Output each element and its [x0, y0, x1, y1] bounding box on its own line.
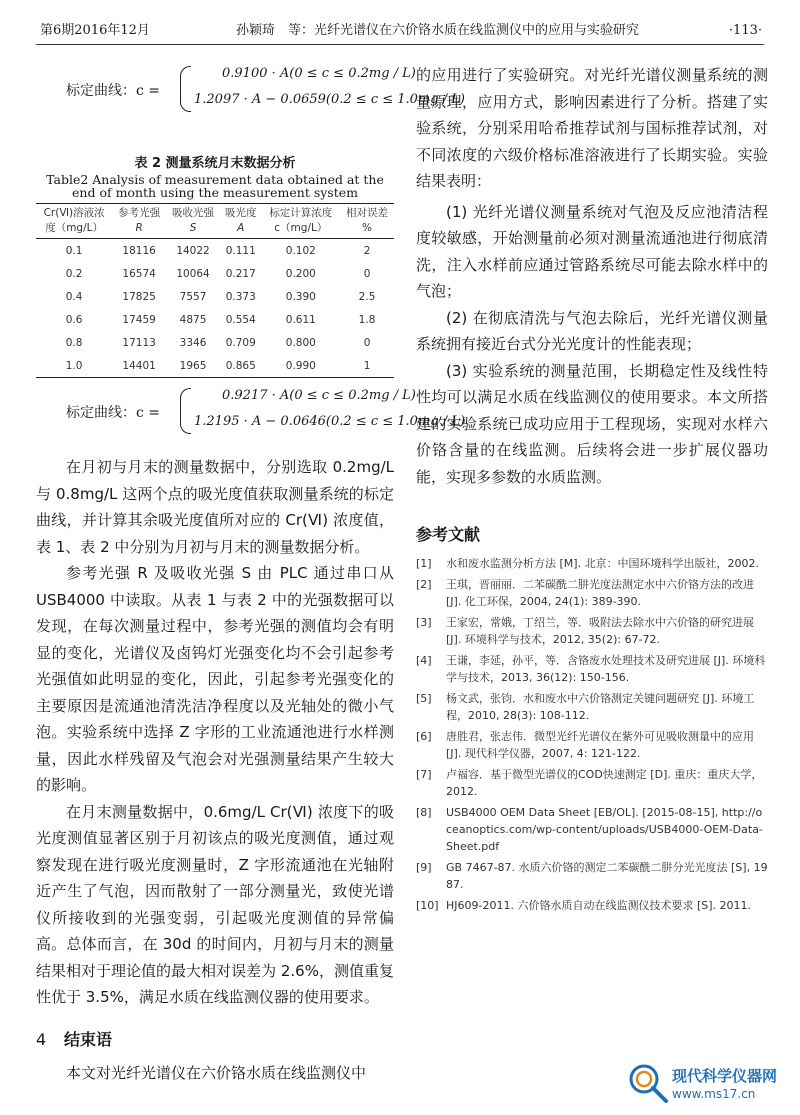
table-cell: 0.390 — [285, 290, 316, 303]
reference-item — [416, 652, 768, 686]
reference-number: [6] — [416, 730, 432, 743]
table-cell: 16574 — [122, 267, 156, 280]
table-cell: 7557 — [179, 290, 207, 303]
reference-text: 王谦，李延，孙平，等．含铬废水处理技术及研究进展 [J]. 环境科学与技术，2013, 36(12): 150-156. — [446, 654, 766, 684]
table-cell: 4875 — [179, 313, 207, 326]
reference-text: 唐胜君，张志伟．微型光纤光谱仪在紫外可见吸收测量中的应用 [J]. 现代科学仪器，2007, 4: 121-122. — [446, 730, 754, 760]
table-cell: 0.8 — [65, 336, 83, 349]
column-header: 相对误差 % — [340, 204, 394, 239]
site-watermark — [626, 1061, 786, 1109]
formula-brace — [180, 388, 191, 434]
calibration-formula-1 — [36, 62, 465, 118]
watermark-title: 现代科学仪器网 — [672, 1067, 778, 1085]
reference-text: 杨文武，张钧．水和废水中六价铬测定关键问题研究 [J]. 环境工程，2010, 28(3): 108-112. — [446, 692, 755, 722]
table-caption-en: Table2 Analysis of measurement data obtained at the end of month using the measurement system — [46, 172, 384, 200]
table-cell: 0.4 — [65, 290, 83, 303]
table-cell: 0.611 — [285, 313, 316, 326]
column-header: 吸收光强 S — [166, 204, 220, 239]
table-cell: 17113 — [122, 336, 156, 349]
paragraph: 在月末测量数据中，0.6mg/L Cr(Ⅵ) 浓度下的吸光度测值显著区别于月初该点的吸光度测值，通过观察发现在进行吸光度测量时，Z 字形流通池在光轴附近产生了气泡，因而散射了一部分测量光，致使光谱仪所接收到的光强变弱，引起吸光度测值的异常偏高。总体而言，在 30d 的时间内，月初与月末的测量结果相对于理论值的最大相对误差为 2.6%，测值重复性优于 3.5%，满足水质在线监测仪器的使用要求。 — [36, 802, 394, 1006]
running-title: 孙颖琦 等：光纤光谱仪在六价铬水质在线监测仪中的应用与实验研究 — [236, 23, 640, 38]
paragraph: 本文对光纤光谱仪在六价铬水质在线监测仪中 — [66, 1063, 367, 1082]
paragraph: 的应用进行了实验研究。对光纤光谱仪测量系统的测量原理，应用方式，影响因素进行了分析。搭建了实验系统，分别采用哈希推荐试剂与国标推荐试剂，对不同浓度的六级价格标准溶液进行了长期实验。实验结果表明： — [416, 66, 768, 190]
table-cell: 14022 — [176, 244, 210, 257]
reference-item — [416, 576, 768, 610]
reference-item — [416, 766, 768, 800]
table-cell: 1.8 — [358, 313, 376, 326]
watermark-url: www.ms17.cn — [672, 1087, 756, 1101]
reference-item — [416, 690, 768, 724]
table-caption-cn: 表 2 测量系统月末数据分析 — [134, 156, 296, 171]
table-cell: 0.373 — [225, 290, 256, 303]
table-cell: 17459 — [122, 313, 156, 326]
reference-text: 王琪，晋丽丽．二苯碳酰二肼光度法测定水中六价铬方法的改进 [J]. 化工环保，2004, 24(1): 389-390. — [446, 578, 754, 608]
section-title: 结束语 — [64, 1029, 113, 1049]
table-body — [36, 239, 394, 378]
reference-number: [8] — [416, 806, 432, 819]
table-cell: 0.200 — [285, 267, 316, 280]
magnifier-logo-icon — [626, 1061, 670, 1105]
formula-label: 标定曲线：c = — [66, 405, 161, 421]
table-cell: 0.1 — [65, 244, 83, 257]
table-cell: 0.102 — [285, 244, 316, 257]
reference-item — [416, 897, 768, 914]
table-cell: 0.709 — [225, 336, 256, 349]
table-cell: 0.800 — [285, 336, 316, 349]
table-cell: 2 — [363, 244, 371, 257]
reference-item — [416, 859, 768, 893]
table-row — [36, 262, 394, 285]
running-header — [36, 18, 764, 45]
table-cell: 1 — [340, 354, 394, 378]
table-cell: 17825 — [122, 290, 156, 303]
issue-date: 第6期2016年12月 — [40, 23, 150, 38]
reference-number: [5] — [416, 692, 432, 705]
table-cell: 1965 — [166, 354, 220, 378]
section-number: 4 — [36, 1029, 47, 1049]
table-row — [36, 285, 394, 308]
calibration-formula-2 — [36, 384, 465, 440]
paragraph: 参考光强 R 及吸收光强 S 由 PLC 通过串口从 USB4000 中读取。从表 1 与表 2 中的光强数据可以发现，在每次测量过程中，参考光强的测值均会有明显的变化，光谱仪及卤钨灯光强变化均不会引起参考光强值如此明显的变化，因此，引起参考光强变化的主要原因是流通池清洗洁净程度以及光轴处的微小气泡。实验系统中选择 Z 字形的工业流通池进行水样测量，因此水样残留及气泡会对光强测量结果产生较大的影响。 — [36, 564, 394, 794]
reference-text: 水和废水监测分析方法 [M]. 北京：中国环境科学出版社，2002. — [446, 557, 760, 570]
reference-text: 王家宏，常娥，丁绍兰，等．吸附法去除水中六价铬的研究进展 [J]. 环境科学与技术，2012, 35(2): 67-72. — [446, 616, 754, 646]
reference-number: [2] — [416, 578, 432, 591]
column-header: 标定计算浓度 c（mg/L） — [262, 204, 341, 239]
reference-item — [416, 555, 768, 572]
reference-item — [416, 728, 768, 762]
reference-item — [416, 804, 768, 855]
table-cell: 0 — [363, 336, 371, 349]
column-header: 参考光强 R — [112, 204, 166, 239]
table-row — [36, 308, 394, 331]
table-cell: 10064 — [176, 267, 210, 280]
body-text-left — [36, 454, 394, 1011]
reference-number: [9] — [416, 861, 432, 874]
table-row — [36, 354, 394, 378]
table-row — [36, 239, 394, 263]
conclusion-point: (2) 在彻底清洗与气泡去除后，光纤光谱仪测量系统拥有接近台式分光光度计的性能表现； — [416, 308, 768, 353]
reference-number: [4] — [416, 654, 432, 667]
formula-brace — [180, 66, 191, 112]
reference-number: [3] — [416, 616, 432, 629]
reference-text: HJ609-2011. 六价铬水质自动在线监测仪技术要求 [S]. 2011. — [446, 899, 752, 912]
table-cell: 0.111 — [225, 244, 256, 257]
table-cell: 0.554 — [225, 313, 256, 326]
formula-line-1: 0.9217 · A(0 ≤ c ≤ 0.2mg / L) — [222, 388, 416, 403]
table-cell: 1.0 — [36, 354, 112, 378]
table-cell: 0 — [363, 267, 371, 280]
conclusion-point: (3) 实验系统的测量范围，长期稳定性及线性特性均可以满足水质在线监测仪的使用要求。本文所搭建的实验系统已成功应用于工程现场，实现对水样六价铬含量的在线监测。后续将会进一步扩展仪器功能，实现多参数的水质监测。 — [416, 361, 768, 486]
reference-number: [1] — [416, 557, 432, 570]
formula-line-2: 1.2097 · A − 0.0659(0.2 ≤ c ≤ 1.0mg / L) — [194, 92, 465, 107]
reference-text: GB 7467-87. 水质六价铬的测定二苯碳酰二肼分光光度法 [S], 1987. — [446, 861, 768, 891]
column-header: 吸光度 A — [220, 204, 262, 239]
conclusion-point: (1) 光纤光谱仪测量系统对气泡及反应池清洁程度较敏感，开始测量前必须对测量流通池进行彻底清洗，注入水样前应通过管路系统尽可能去除水样中的气泡； — [416, 202, 768, 300]
reference-item — [416, 614, 768, 648]
formula-label: 标定曲线：c = — [66, 83, 161, 99]
table-cell: 14401 — [112, 354, 166, 378]
measurement-table — [36, 203, 394, 378]
table-row — [36, 331, 394, 354]
section-heading — [36, 1027, 394, 1050]
column-header: Cr(Ⅵ)溶液浓 度（mg/L） — [36, 204, 112, 239]
reference-text: USB4000 OEM Data Sheet [EB/OL]. [2015-08-15], http://oceanoptics.com/wp-content/uploads/USB4000-OEM-Data-Sheet.pdf — [446, 806, 763, 853]
reference-number: [7] — [416, 768, 432, 781]
reference-list — [416, 555, 768, 914]
table-cell: 3346 — [179, 336, 207, 349]
right-column — [416, 62, 768, 918]
table-cell: 0.2 — [65, 267, 83, 280]
table-cell: 2.5 — [358, 290, 376, 303]
references-heading: 参考文献 — [416, 525, 481, 544]
table-cell: 18116 — [122, 244, 156, 257]
table-cell: 0.6 — [65, 313, 83, 326]
formula-line-2: 1.2195 · A − 0.0646(0.2 ≤ c ≤ 1.0mg / L) — [194, 414, 465, 429]
table-cell: 0.865 — [220, 354, 262, 378]
paragraph: 在月初与月末的测量数据中，分别选取 0.2mg/L 与 0.8mg/L 这两个点的吸光度值获取测量系统的标定曲线，并计算其余吸光度值所对应的 Cr(Ⅵ) 浓度值，表 1、表 2 中分别为月初与月末的测量数据分析。 — [36, 458, 394, 556]
reference-text: 卢福容．基于微型光谱仪的COD快速测定 [D]. 重庆：重庆大学，2012. — [446, 768, 763, 798]
table-cell: 0.990 — [262, 354, 341, 378]
table-cell: 0.217 — [225, 267, 256, 280]
formula-line-1: 0.9100 · A(0 ≤ c ≤ 0.2mg / L) — [222, 66, 416, 81]
page-number: ·113· — [728, 23, 762, 38]
table-header-row — [36, 204, 394, 239]
reference-number: [10] — [416, 899, 439, 912]
